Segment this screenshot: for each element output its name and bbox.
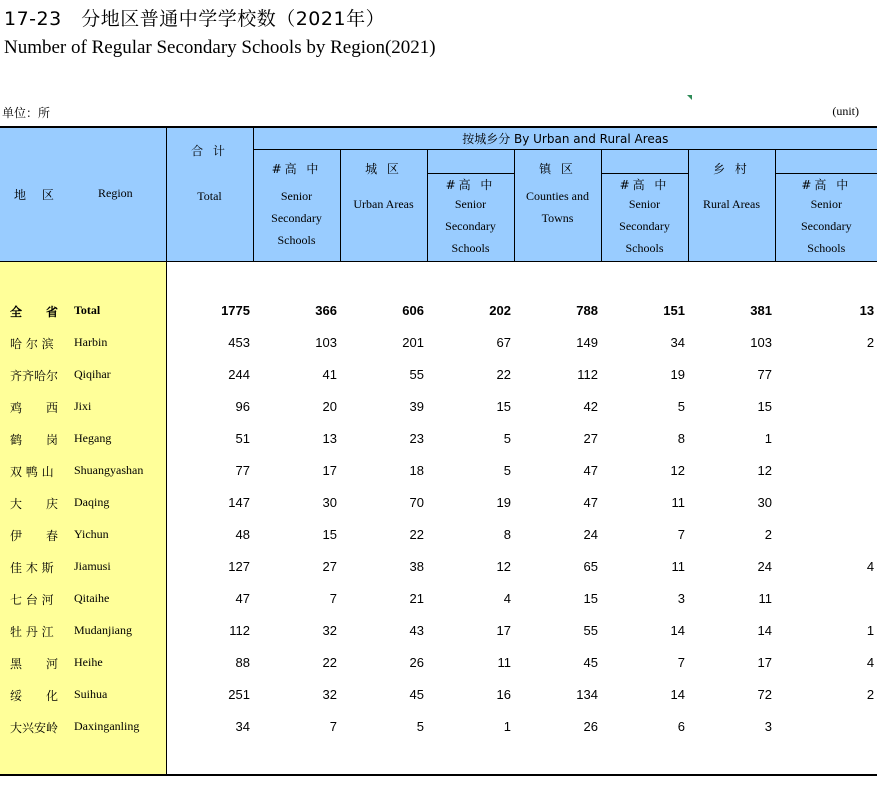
unit-label-cn: 单位：所 bbox=[2, 106, 51, 120]
value-cell: 11 bbox=[671, 494, 685, 510]
value-cell: 32 bbox=[322, 622, 337, 638]
region-name-en: Mudanjiang bbox=[74, 623, 132, 637]
urban-senior-cn: #高 中 bbox=[445, 178, 496, 192]
value-cell bbox=[775, 422, 877, 454]
value-cell: 5 bbox=[677, 398, 685, 414]
total-header-en: Total bbox=[197, 189, 222, 203]
value-cell: 22 bbox=[322, 654, 337, 670]
value-cell: 15 bbox=[583, 590, 598, 606]
region-name-en: Yichun bbox=[74, 527, 109, 541]
value-cell: 17 bbox=[496, 622, 511, 638]
value-cell: 202 bbox=[489, 302, 511, 318]
value-cell: 77 bbox=[757, 366, 772, 382]
value-cell: 2 bbox=[764, 526, 772, 542]
region-cell bbox=[0, 550, 166, 582]
value-cell: 30 bbox=[322, 494, 337, 510]
towns-header-en: Counties and Towns bbox=[526, 188, 589, 225]
value-cell: 112 bbox=[229, 622, 250, 638]
region-cell bbox=[0, 262, 166, 295]
value-cell: 70 bbox=[409, 494, 424, 510]
towns-senior-header bbox=[601, 174, 688, 262]
value-cell: 366 bbox=[315, 302, 337, 318]
value-cell: 19 bbox=[670, 366, 685, 382]
value-cell: 14 bbox=[670, 622, 685, 638]
value-cell: 19 bbox=[496, 494, 511, 510]
value-cell: 34 bbox=[235, 718, 250, 734]
rural-senior-en: Senior Secondary Schools bbox=[800, 197, 852, 255]
value-cell: 134 bbox=[576, 686, 598, 702]
region-cell bbox=[0, 614, 166, 646]
region-name-cn: 绥 化 bbox=[10, 689, 59, 703]
urban-rural-group-header bbox=[253, 127, 877, 149]
total-header-cn: 合 计 bbox=[191, 144, 228, 158]
region-name-cn: 伊 春 bbox=[10, 529, 59, 543]
value-cell: 23 bbox=[409, 430, 424, 446]
value-cell: 24 bbox=[757, 558, 772, 574]
value-cell: 11 bbox=[671, 558, 685, 574]
region-name-en: Qiqihar bbox=[74, 367, 111, 381]
schools-table bbox=[0, 126, 877, 776]
value-cell: 147 bbox=[228, 494, 250, 510]
region-cell bbox=[0, 582, 166, 614]
value-cell: 20 bbox=[322, 398, 337, 414]
region-name-cn: 佳 木 斯 bbox=[10, 561, 54, 575]
value-cell: 7 bbox=[329, 590, 337, 606]
value-cell: 47 bbox=[583, 462, 598, 478]
region-name-en: Hegang bbox=[74, 431, 112, 445]
urban-header bbox=[340, 149, 427, 262]
value-cell: 5 bbox=[503, 430, 511, 446]
value-cell: 149 bbox=[576, 334, 598, 350]
value-cell: 1775 bbox=[221, 302, 250, 318]
value-cell: 12 bbox=[670, 462, 685, 478]
value-cell: 2 bbox=[866, 334, 875, 350]
rural-senior-cn: #高 中 bbox=[801, 178, 852, 192]
value-cell: 8 bbox=[503, 526, 511, 542]
urban-senior-header bbox=[427, 174, 514, 262]
urban-senior-spacer bbox=[427, 149, 514, 174]
value-cell: 41 bbox=[322, 366, 337, 382]
region-name-cn: 哈 尔 滨 bbox=[10, 337, 54, 351]
page-title-cn: 17-23 分地区普通中学学校数（2021年） bbox=[4, 8, 386, 30]
value-cell: 43 bbox=[409, 622, 424, 638]
value-cell: 45 bbox=[409, 686, 424, 702]
table-row bbox=[0, 582, 877, 614]
value-cell: 27 bbox=[583, 430, 598, 446]
region-name-en: Total bbox=[74, 303, 101, 317]
page-title-en: Number of Regular Secondary Schools by Region(2021) bbox=[4, 37, 436, 58]
value-cell: 22 bbox=[409, 526, 424, 542]
region-name-en: Suihua bbox=[74, 687, 108, 701]
value-cell: 5 bbox=[416, 718, 424, 734]
value-cell: 26 bbox=[409, 654, 424, 670]
region-cell bbox=[0, 710, 166, 742]
region-cell bbox=[0, 294, 166, 326]
value-cell: 55 bbox=[583, 622, 598, 638]
value-cell bbox=[775, 518, 877, 550]
value-cell: 127 bbox=[228, 558, 250, 574]
table-row bbox=[0, 454, 877, 486]
towns-header bbox=[514, 149, 601, 262]
region-cell bbox=[0, 518, 166, 550]
value-cell bbox=[775, 358, 877, 390]
table-row bbox=[0, 422, 877, 454]
value-cell: 1 bbox=[503, 718, 511, 734]
towns-senior-en: Senior Secondary Schools bbox=[619, 197, 670, 255]
towns-header-cn: 镇 区 bbox=[539, 161, 576, 176]
region-name-en: Daqing bbox=[74, 495, 110, 509]
table-row bbox=[0, 390, 877, 422]
value-cell: 72 bbox=[757, 686, 772, 702]
value-cell: 17 bbox=[757, 654, 772, 670]
value-cell: 34 bbox=[670, 334, 685, 350]
senior-header-total bbox=[253, 149, 340, 262]
region-name-cn: 大 庆 bbox=[10, 497, 59, 511]
region-name-en: Heihe bbox=[74, 655, 103, 669]
value-cell: 38 bbox=[409, 558, 424, 574]
region-header-en: Region bbox=[98, 186, 133, 200]
urban-header-en: Urban Areas bbox=[353, 196, 414, 211]
value-cell: 8 bbox=[677, 430, 685, 446]
value-cell: 11 bbox=[497, 654, 511, 670]
value-cell: 5 bbox=[503, 462, 511, 478]
region-cell bbox=[0, 358, 166, 390]
value-cell: 14 bbox=[757, 622, 772, 638]
value-cell: 39 bbox=[409, 398, 424, 414]
value-cell: 26 bbox=[583, 718, 598, 734]
value-cell: 18 bbox=[409, 462, 424, 478]
region-header bbox=[0, 127, 166, 262]
region-name-en: Shuangyashan bbox=[74, 463, 144, 477]
value-cell: 24 bbox=[583, 526, 598, 542]
value-cell: 201 bbox=[402, 334, 424, 350]
value-cell: 96 bbox=[235, 398, 250, 414]
unit-label-en: (unit) bbox=[832, 104, 859, 118]
value-cell: 27 bbox=[322, 558, 337, 574]
table-row bbox=[0, 518, 877, 550]
region-cell bbox=[0, 678, 166, 710]
table-row bbox=[0, 646, 877, 678]
value-cell: 67 bbox=[496, 334, 511, 350]
value-cell: 381 bbox=[750, 302, 772, 318]
urban-senior-en: Senior Secondary Schools bbox=[445, 197, 496, 255]
senior-header-en: Senior Secondary Schools bbox=[271, 188, 322, 247]
region-cell bbox=[0, 390, 166, 422]
value-cell bbox=[775, 486, 877, 518]
region-name-cn: 黑 河 bbox=[10, 657, 59, 671]
region-name-cn: 大兴安岭 bbox=[10, 721, 59, 735]
value-cell: 7 bbox=[677, 654, 685, 670]
group-header-label: 按城乡分 By Urban and Rural Areas bbox=[462, 131, 669, 146]
value-cell bbox=[775, 454, 877, 486]
region-name-cn: 齐齐哈尔 bbox=[10, 369, 59, 383]
region-name-en: Jixi bbox=[74, 399, 92, 413]
value-cell: 112 bbox=[577, 366, 598, 382]
value-cell: 14 bbox=[670, 686, 685, 702]
value-cell: 1 bbox=[764, 430, 772, 446]
value-cell: 7 bbox=[329, 718, 337, 734]
value-cell: 15 bbox=[496, 398, 511, 414]
urban-header-cn: 城 区 bbox=[365, 161, 402, 176]
table-row bbox=[0, 358, 877, 390]
rural-senior-spacer bbox=[775, 149, 877, 174]
value-cell: 55 bbox=[409, 366, 424, 382]
value-cell: 47 bbox=[583, 494, 598, 510]
value-cell: 17 bbox=[322, 462, 337, 478]
value-cell: 251 bbox=[228, 686, 250, 702]
value-cell: 4 bbox=[866, 558, 875, 574]
value-cell: 88 bbox=[235, 654, 250, 670]
table-row bbox=[0, 326, 877, 358]
rural-senior-header bbox=[775, 174, 877, 262]
rural-header-en: Rural Areas bbox=[703, 196, 760, 211]
table-row bbox=[0, 614, 877, 646]
value-cell: 30 bbox=[757, 494, 772, 510]
value-cell: 6 bbox=[677, 718, 685, 734]
value-cell: 42 bbox=[583, 398, 598, 414]
table-row bbox=[0, 486, 877, 518]
table-row bbox=[0, 710, 877, 742]
value-cell: 51 bbox=[235, 430, 250, 446]
value-cell: 15 bbox=[322, 526, 337, 542]
towns-senior-spacer bbox=[601, 149, 688, 174]
value-cell bbox=[775, 390, 877, 422]
table-row-total bbox=[0, 294, 877, 326]
value-cell: 453 bbox=[228, 334, 250, 350]
table-row bbox=[0, 678, 877, 710]
value-cell bbox=[775, 710, 877, 742]
region-cell bbox=[0, 326, 166, 358]
value-cell: 4 bbox=[503, 590, 511, 606]
region-name-cn: 鹤 岗 bbox=[10, 433, 59, 447]
region-name-cn: 全 省 bbox=[10, 305, 59, 319]
total-header bbox=[166, 127, 253, 262]
region-name-en: Daxinganling bbox=[74, 719, 140, 733]
rural-header-cn: 乡 村 bbox=[713, 161, 750, 176]
value-cell: 45 bbox=[583, 654, 598, 670]
region-cell bbox=[0, 742, 166, 775]
value-cell: 77 bbox=[235, 462, 250, 478]
spacer-row bbox=[0, 742, 877, 775]
value-cell: 12 bbox=[496, 558, 511, 574]
value-cell: 32 bbox=[322, 686, 337, 702]
rural-header bbox=[688, 149, 775, 262]
value-cell: 3 bbox=[764, 718, 772, 734]
value-cell: 4 bbox=[866, 654, 875, 670]
region-name-en: Harbin bbox=[74, 335, 108, 349]
value-cell: 151 bbox=[663, 302, 685, 318]
value-cell: 65 bbox=[583, 558, 598, 574]
value-cell: 13 bbox=[859, 302, 875, 318]
value-cell: 15 bbox=[757, 398, 772, 414]
region-name-cn: 七 台 河 bbox=[10, 593, 54, 607]
region-name-en: Jiamusi bbox=[74, 559, 111, 573]
region-cell bbox=[0, 486, 166, 518]
value-cell: 244 bbox=[228, 366, 250, 382]
value-cell: 13 bbox=[322, 430, 337, 446]
value-cell: 3 bbox=[677, 590, 685, 606]
value-cell: 16 bbox=[496, 686, 511, 702]
value-cell: 788 bbox=[576, 302, 598, 318]
region-cell bbox=[0, 646, 166, 678]
value-cell: 21 bbox=[409, 590, 424, 606]
region-cell bbox=[0, 422, 166, 454]
region-name-en: Qitaihe bbox=[74, 591, 110, 605]
region-name-cn: 双 鸭 山 bbox=[10, 465, 54, 479]
value-cell: 47 bbox=[235, 590, 250, 606]
towns-senior-cn: #高 中 bbox=[619, 178, 670, 192]
senior-header-cn: #高 中 bbox=[271, 161, 322, 176]
cell-comment-marker bbox=[687, 95, 692, 100]
value-cell bbox=[775, 582, 877, 614]
region-name-cn: 牡 丹 江 bbox=[10, 625, 54, 639]
region-name-cn: 鸡 西 bbox=[10, 401, 59, 415]
value-cell: 103 bbox=[315, 334, 337, 350]
value-cell: 22 bbox=[496, 366, 511, 382]
table-row bbox=[0, 550, 877, 582]
value-cell: 11 bbox=[758, 590, 772, 606]
value-cell: 606 bbox=[402, 302, 424, 318]
value-cell: 7 bbox=[677, 526, 685, 542]
region-header-cn: 地 区 bbox=[14, 188, 60, 202]
value-cell: 2 bbox=[866, 686, 875, 702]
value-cell: 1 bbox=[866, 622, 875, 638]
spacer-row bbox=[0, 262, 877, 295]
value-cell: 12 bbox=[757, 462, 772, 478]
value-cell: 103 bbox=[750, 334, 772, 350]
region-cell bbox=[0, 454, 166, 486]
value-cell: 48 bbox=[235, 526, 250, 542]
